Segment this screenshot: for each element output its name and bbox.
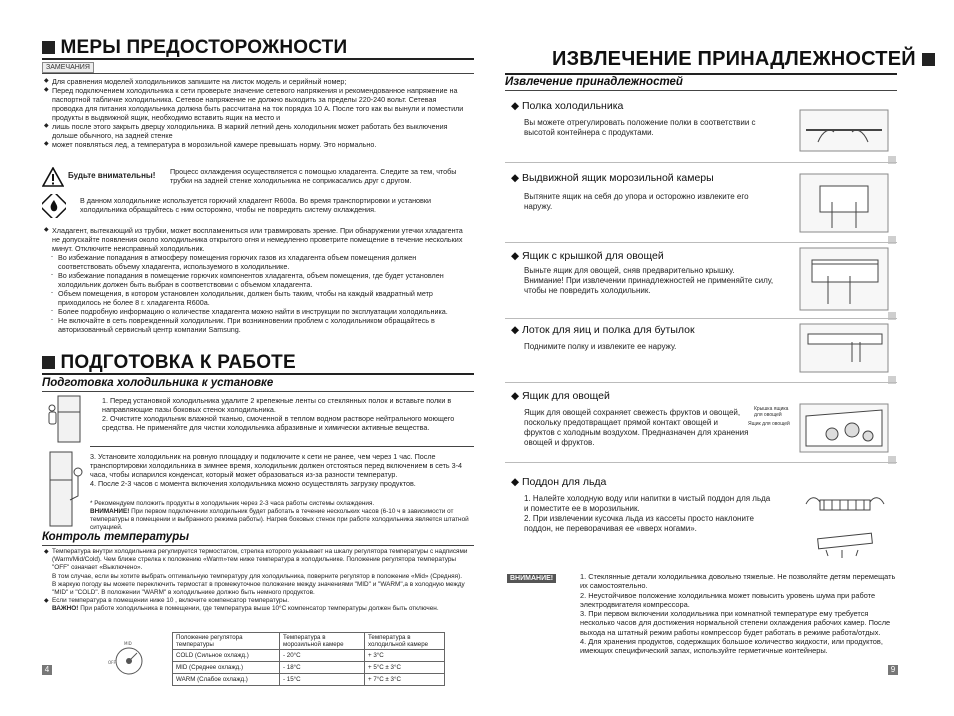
svg-text:MID: MID <box>124 641 132 646</box>
item-divider <box>505 162 897 163</box>
item-divider <box>505 242 897 243</box>
item-title-ice-tray: ◆ Поддон для льда <box>511 476 607 488</box>
section-title-preparation: ПОДГОТОВКА К РАБОТЕ <box>42 352 296 374</box>
egg-tray-illustration <box>798 322 890 374</box>
diamond-bullet-icon: ◆ <box>44 549 49 555</box>
temp-warning: ВАЖНО! При работе холодильника в помещении, где температура выше 10°С компенсатор температуры должен быть отключен. <box>52 605 439 613</box>
item-title-covered-crisper: ◆ Ящик с крышкой для овощей <box>511 250 664 262</box>
list-item: - Не включайте в сеть поврежденный холодильник. При возникновении проблем с холодильником обращайтесь в авторизованный сервисный центр компании Samsung. <box>51 316 435 334</box>
step-rule <box>90 446 474 447</box>
diamond-bullet-icon: ◆ <box>44 227 49 233</box>
item-text-shelf: Вы можете отрегулировать положение полки в соответствии с высотой контейнера с продуктами. <box>524 118 756 137</box>
install-attention: ВНИМАНИЕ! При первом подключении холодильник будет работать в течение нескольких часов (6-10 ч в зависимости от температуры в помещении и выбранного режима работы). Нагрев боковых стенок при работе холодильника является штатной ситуацией. <box>90 508 469 532</box>
item-divider <box>505 382 897 383</box>
caution-label: Будьте внимательны! <box>68 171 156 180</box>
square-bullet-icon <box>922 53 935 66</box>
list-item: - Во избежание попадания в атмосферу помещения горючих газов из хладагента объем помещения должен соответствовать объему хладагента, используемого в холодильнике. <box>51 253 417 271</box>
install-steps-a: 1. Перед установкой холодильника удалите 2 крепежные ленты со стеклянных полок и вставьте полки в направляющие пазы боковых стенок холодильника. 2. Очистите холодильник влажной тканью, смоченной в теплом водном растворе нейтрального моющего средства. Не применяйте для чистки холодильника абразивные и химически активные вещества. <box>102 396 455 432</box>
title-rule <box>505 73 897 75</box>
page-number-right: 9 <box>888 665 898 675</box>
thermostat-dial-icon <box>104 636 154 686</box>
temperature-table <box>172 632 445 686</box>
item-title-egg-tray: ◆ Лоток для яиц и полка для бутылок <box>511 324 695 336</box>
install-steps-b: 3. Установите холодильник на ровную площадку и подключите к сети не ранее, чем через 1 час. После транспортировки холодильника в зимнее время, холодильник должен отстояться перед включением в сеть 3-4 часа, чтобы испарился конденсат, который может образоваться из-за разности температур. 4. После 2-3 часов с момента включения холодильника можно осуществлять загрузку продуктов. <box>90 452 463 488</box>
list-item: - Объем помещения, в котором установлен холодильник, должен быть таким, чтобы на каждый квадратный метр приходилось не более 8 г. хладагента R600a. <box>51 289 433 307</box>
item-title-crisper: ◆ Ящик для овощей <box>511 390 610 402</box>
item-title-freezer-drawer: ◆ Выдвижной ящик морозильной камеры <box>511 172 714 184</box>
diamond-bullet-icon: ◆ <box>44 598 49 605</box>
item-text-crisper: Ящик для овощей сохраняет свежесть фруктов и овощей, поскольку предотвращает прямой контакт овощей и фруктов с холодным воздухом. Предназначен для хранения овощей и фруктов. <box>524 408 749 447</box>
section-title-accessories: ИЗВЛЕЧЕНИЕ ПРИНАДЛЕЖНОСТЕЙ <box>552 48 935 71</box>
list-item: ◆ может появляться лед, а температура в морозильной камере превышать норму. Это нормально. <box>44 140 377 149</box>
title-rule <box>42 58 474 60</box>
table-header-row: Положение регулятора температуры Температура в морозильной камере Температура в холодильной камере <box>173 633 445 650</box>
page-number-left: 4 <box>42 665 52 675</box>
ice-tray-illustration <box>796 484 892 564</box>
list-item: ◆ Температура внутри холодильника регулируется термостатом, стрелка которого указывает на шкалу регулятора температуры с надписями (Warm/Mid/Cold). Чем ближе стрелка к положению «Warm»тем ниже температура в холодильнике. Положение регулятора температуры "OFF" означает «Выключено». <box>44 548 468 572</box>
fridge-plug-illustration <box>44 450 88 530</box>
subtitle-rule <box>505 90 897 91</box>
attention-badge: ВНИМАНИЕ! <box>507 574 556 583</box>
diamond-bullet-icon: ◆ <box>44 87 49 93</box>
accessories-subtitle: Извлечение принадлежностей <box>505 76 683 88</box>
ice-tray-steps: 1. Налейте холодную воду или напитки в чистый поддон для льда и поместите ее в морозильник. 2. При извлечении кусочка льда из кассеты просто наклоните поддон, не переворачивая ее «вверх ногами». <box>524 494 771 533</box>
freezer-drawer-illustration <box>798 172 890 234</box>
temp-subtitle: Контроль температуры <box>42 531 190 543</box>
list-item: - Во избежание попадания в помещение горючих компонентов хладагента, объем помещения, где будет установлен холодильник должен быть выбран в соответствовии с объемом хладагента. <box>51 271 444 289</box>
list-item: ◆ Перед подключением холодильника к сети проверьте значение сетевого напряжения и рекомендованное напряжение на паспортной табличке холодильника. Сетевое напряжение не должно выходить за пределы 220-240 вольт. Сетевая проводка для питания холодильника должна быть рассчитана на ток порядка 10 А. После того как вы вынули и поместили продукты в выдвижной ящик, необходимо вставить ящик на место и <box>44 86 464 122</box>
list-item: - Более подробную информацию о количестве хладагента можно найти в инструкции по эксплуатации холодильника. <box>51 307 448 316</box>
square-bullet-icon <box>42 356 55 369</box>
crisper-cover-label: Крышка ящика для овощей <box>754 406 789 418</box>
item-text-covered-crisper: Выньте ящик для овощей, сняв предварительно крышку. Внимание! При извлечении принадлежностей не применяйте силу, чтобы не повредить холодильник. <box>524 266 774 295</box>
notes-rule <box>42 73 474 74</box>
square-bullet-icon <box>42 41 55 54</box>
notes-list <box>44 77 469 149</box>
caution-text: Процесс охлаждения осуществляется с помощью хладагента. Следите за тем, чтобы трубки на задней стенке холодильника не соприкасались друг с другом. <box>170 167 457 185</box>
install-subtitle: Подготовка холодильника к установке <box>42 377 274 389</box>
install-footnote: * Рекомендуем положить продукты в холодильник через 2-3 часа работы системы охлаждения. <box>90 500 375 507</box>
item-text-egg-tray: Поднимите полку и извлеките ее наружу. <box>524 342 677 351</box>
list-item: ◆ лишь после этого закрыть дверцу холодильника. В жаркий летний день холодильник может работать без выключения дольше обычного, на задней стенке <box>44 122 448 140</box>
subtitle-rule <box>42 391 474 392</box>
item-divider <box>505 462 897 463</box>
diamond-bullet-icon: ◆ <box>44 123 49 129</box>
item-title-shelf: ◆ Полка холодильника <box>511 100 624 112</box>
vegetable-box-illustration <box>798 402 890 454</box>
table-row: WARM (Слабое охлажд.) - 15°C + 7°C ± 3°C <box>173 674 445 686</box>
item-divider <box>505 318 897 319</box>
diamond-bullet-icon: ◆ <box>44 78 49 84</box>
temp-paragraphs: ◆ Температура внутри холодильника регулируется термостатом, стрелка которого указывает на шкалу регулятора температуры с надписями (Warm/Mid/Cold). Чем ближе стрелка к положению «Warm»тем ниже температура в холодильнике. Положение регулятора температуры "OFF" означает «Выключено». В том случае, если вы хотите выбрать оптимальную температуру для холодильника, поверните регулятор в положение «Mid» (Средняя). В жаркую погоду вы можете переключить термостат в промежуточное положение между значениями "MID" и "WARM",а в холодную между "MID" и "COLD". В положении "WARM" в холодильнике должно быть немного продуктов. ◆ Если температура в помещении ниже 10 , включите компенсатор температуры. ВАЖНО! При работе холодильника в помещении, где температура выше 10°С компенсатор температуры должен быть отключен. <box>44 548 472 614</box>
diamond-bullet-icon: ◆ <box>44 141 49 147</box>
svg-text:OFF: OFF <box>108 660 116 665</box>
crisper-box-label: Ящик для овощей <box>748 421 790 427</box>
list-item: ◆ Если температура в помещении ниже 10 , включите компенсатор температуры. <box>44 597 289 605</box>
warning-triangle-icon <box>42 167 64 187</box>
section-title-precautions: МЕРЫ ПРЕДОСТОРОЖНОСТИ <box>42 37 347 59</box>
subtitle-rule <box>42 545 474 546</box>
shelf-illustration <box>798 108 890 153</box>
notes-tag: ЗАМЕЧАНИЯ <box>42 62 94 73</box>
item-text-freezer-drawer: Вытяните ящик на себя до упора и осторожно извлеките его наружу. <box>524 192 749 211</box>
table-row: COLD (Сильное охлажд.) - 20°C + 3°C <box>173 650 445 662</box>
table-row: MID (Среднее охлажд.) - 18°C + 5°C ± 3°C <box>173 662 445 674</box>
title-rule <box>42 373 474 375</box>
fridge-shelf-illustration <box>44 394 88 444</box>
crisper-illustration <box>798 246 890 312</box>
fire-text: В данном холодильнике используется горючий хладагент R600a. Во время транспортировки и установки холодильника обращайтесь с ним осторожно, чтобы не повредить систему охлаждения. <box>80 196 432 214</box>
list-item: ◆ Хладагент, вытекающий из трубки, может воспламениться или травмировать зрение. При обнаружении утечки хладагента не допускайте появления около холодильника открытого огня и немедленно проветрите помещение в течение нескольких минут. Отключите неисправный холодильник. <box>44 226 463 253</box>
list-item: ◆ Для сравнения моделей холодильников запишите на листок модель и серийный номер; <box>44 77 347 86</box>
refrigerant-block <box>44 226 469 334</box>
attention-list: 1. Стеклянные детали холодильника довольно тяжелые. Не позволяйте детям перемещать их самостоятельно. 2. Неустойчивое положение холодильника может повысить уровень шума при работе электродвигателя компрессора. 3. При первом включении холодильника при комнатной температуре ему требуется несколько часов для достижения нормальной степени охлаждения рабочих камер. После выхода на штатный режим работы компрессор будет работать в режиме работа/отдых. 4. Для хранения продуктов, содержащих большое количество жидкости, или продуктов, имеющих специфический запах, используйте герметичные контейнеры. <box>580 572 896 656</box>
flammable-icon <box>42 194 66 218</box>
